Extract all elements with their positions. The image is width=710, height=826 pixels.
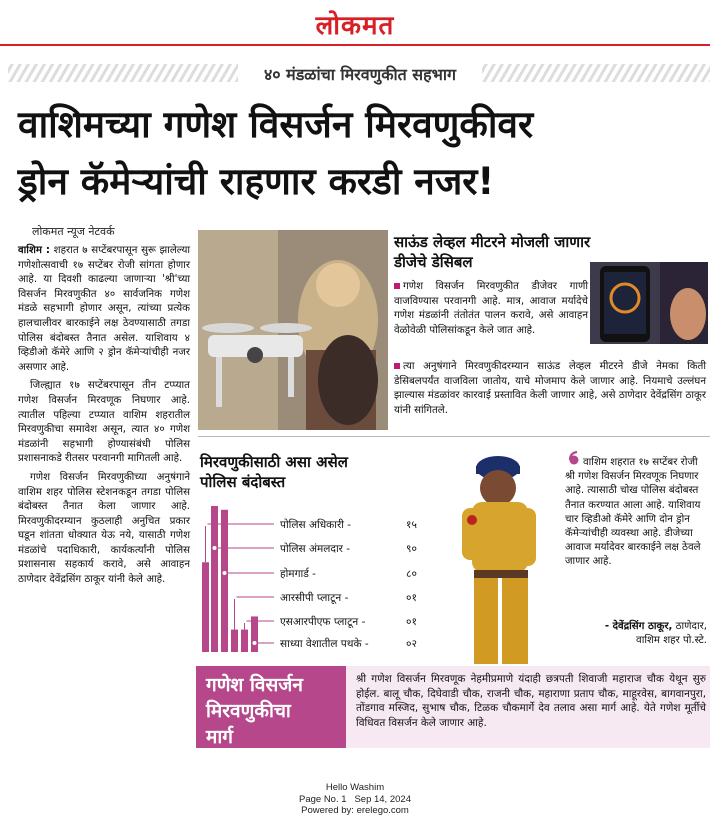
chart-value-label: ८० bbox=[406, 568, 417, 580]
route-title-line-2: मिरवणुकीचा bbox=[206, 700, 291, 722]
article-body bbox=[18, 244, 190, 592]
drone-ganesh-illustration bbox=[198, 230, 388, 430]
bullet-square-icon bbox=[394, 363, 400, 369]
route-title-line-3: मार्ग bbox=[206, 726, 233, 748]
kicker-text: ४० मंडळांचा मिरवणुकीत सहभाग bbox=[263, 65, 457, 84]
footer-page-date: Page No. 1 Sep 14, 2024 bbox=[299, 793, 411, 805]
police-deployment-chart bbox=[196, 500, 452, 660]
route-text: श्री गणेश विसर्जन मिरवणूक नेहमीप्रमाणे यंदाही छत्रपती शिवाजी महाराज चौक येथून सुरु होईल. बालू चौक, दिघेवाडी चौक, राजनी चौक, महाराणा प्रताप चौक, माहूरवेस, बागवानपुरा, तोंडगाव मस्जिद, सुभाष चौक, टिळक चौकमार्गे देव तलाव असा मार्ग आहे. येते गणेश मूर्तीचे विधिवत विसर्जन केले जाणार आहे. bbox=[356, 673, 706, 729]
chart-category-label: पोलिस अधिकारी - bbox=[280, 519, 352, 531]
route-title-line-1: गणेश विसर्जन bbox=[206, 674, 303, 696]
quote-designation: ठाणेदार, bbox=[675, 621, 707, 632]
article-paragraph-2: जिल्ह्यात १७ सप्टेंबरपासून तीन टप्प्यात गणेश विसर्जन मिरवणूक निघणार आहे. त्यातील पहिल्या टप्प्यात वाशिम शहरातील मिरवणुकीचा समावेश असून, त्यात ४० गणेश मंडळांनी सहभागी होण्यासंबंधी पोलिस प्रशासनाकडे रीतसर परवानगी मागितली आहे. bbox=[18, 380, 190, 465]
headline-line-2: ड्रोन कॅमेऱ्यांची राहणार करडी नजर! bbox=[18, 160, 495, 203]
chart-value-label: ०२ bbox=[406, 638, 417, 650]
sound-meter-phone-photo bbox=[590, 262, 708, 344]
chart-bar bbox=[211, 506, 218, 652]
sound-meter-bullet-2 bbox=[394, 360, 706, 418]
chart-bar bbox=[231, 630, 238, 652]
kicker-stripes-left bbox=[8, 64, 238, 82]
chart-category-label: पोलिस अंमलदार - bbox=[280, 543, 351, 555]
chart-bar bbox=[221, 510, 228, 652]
chart-bar bbox=[241, 630, 248, 652]
sound-meter-bullet-1 bbox=[394, 280, 588, 338]
kicker-bar bbox=[0, 58, 710, 88]
headline-line-1: वाशिमच्या गणेश विसर्जन मिरवणुकीवर bbox=[18, 103, 534, 146]
chart-category-label: होमगार्ड - bbox=[280, 568, 316, 580]
article-paragraph-1 bbox=[18, 244, 190, 375]
headline bbox=[18, 96, 698, 210]
footer-powered-by: Powered by: erelego.com bbox=[301, 805, 409, 816]
chart-connector-dot bbox=[243, 619, 247, 623]
chart-value-label: ९० bbox=[406, 543, 417, 555]
quote-signature bbox=[565, 620, 707, 648]
bullet-2-text: त्या अनुषंगाने मिरवणुकीदरम्यान साऊंड लेव्हल मीटरने डीजे नेमका किती डेसिबलपर्यंत वाजविला जातोय, याचे मोजमाप केले जाणार आहे. नियमाचे उल्लंघन झाल्यास मंडळांवर कारवाई प्रस्तावित केली जाणार आहे, असे ठाणेदार देवेंद्रसिंग ठाकूर यांनी सांगितले. bbox=[394, 361, 706, 416]
section-divider bbox=[198, 436, 710, 437]
police-officer-illustration bbox=[450, 444, 560, 668]
chart-connector-dot bbox=[233, 595, 237, 599]
chart-connector-dot bbox=[223, 571, 227, 575]
quote-station: वाशिम शहर पो.स्टे. bbox=[636, 635, 707, 646]
police-officer-photo bbox=[450, 444, 560, 668]
footer-edition: Hello Washim bbox=[325, 782, 385, 793]
officer-quote: वाशिम शहरात १७ सप्टेंबर रोजी श्री गणेश विसर्जन मिरवणूक निघणार आहे. त्यासाठी चोख पोलिस बंदोबस्त तैनात करण्यात आला आहे. याशिवाय चार व्हिडीओ कॅमेरे आणि दोन ड्रोन कॅमेऱ्यांचीही व्यवस्था आहे. डीजेच्या आवाज मर्यादेवर बारकाईने लक्ष ठेवले जाणार आहे. bbox=[565, 457, 701, 568]
chart-category-label: एसआरपीएफ प्लाटून - bbox=[280, 616, 366, 628]
chart-connector-dot bbox=[213, 546, 217, 550]
dateline: वाशिम : bbox=[18, 245, 51, 256]
chart-bar bbox=[202, 562, 209, 652]
chart-connector-dot bbox=[253, 641, 257, 645]
chart-title: मिरवणुकीसाठी असा असेल पोलिस बंदोबस्त bbox=[200, 453, 348, 491]
bullet-1-text: गणेश विसर्जन मिरवणुकीत डीजेवर गाणी वाजविण्यास परवानगी आहे. मात्र, आवाज मर्यादेचे गणेश मंडळांनी तंतोतंत पालन करावे, असे आवाहन वेळोवेळी पोलिसांकडून केले जात आहे. bbox=[394, 281, 588, 336]
newspaper-logo: लोकमत bbox=[315, 11, 395, 41]
page-footer bbox=[0, 782, 710, 817]
bullet-square-icon bbox=[394, 283, 400, 289]
sound-meter-title: साऊंड लेव्हल मीटरने मोजली जाणार डीजेचे डेसिबल bbox=[394, 233, 591, 271]
chart-category-label: साध्या वेशातील पथके - bbox=[280, 638, 369, 650]
chart-value-label: ०१ bbox=[406, 592, 417, 604]
phone-illustration bbox=[590, 262, 708, 344]
byline: लोकमत न्यूज नेटवर्क bbox=[32, 225, 115, 238]
route-title-block bbox=[196, 666, 346, 748]
kicker-stripes-right bbox=[482, 64, 710, 82]
chart-connector bbox=[245, 621, 275, 630]
paragraph-1-text: शहरात ७ सप्टेंबरपासून सुरू झालेल्या गणेशोत्सवाची १७ सप्टेंबर रोजी सांगता होणार आहे. या दिवशी काढल्या जाणाऱ्या 'श्री'च्या विसर्जन मिरवणुकीत ४० सार्वजनिक गणेश मंडळे सहभागी होणार असून, त्यांच्या प्रत्येक हालचालीवर बारकाईने लक्ष ठेवण्यासाठी तगडा पोलिस बंदोबस्त तैनात असेल. याशिवाय ४ व्हिडीओ कॅमेरे आणि २ ड्रोन कॅमेऱ्यांचीही नजर असणार आहे. bbox=[18, 245, 190, 373]
route-banner bbox=[196, 666, 710, 748]
quote-author: - देवेंद्रसिंग ठाकूर, bbox=[604, 621, 673, 632]
quote-author-line bbox=[565, 620, 707, 634]
drone-ganesh-photo bbox=[198, 230, 388, 430]
article-paragraph-3: गणेश विसर्जन मिरवणुकीच्या अनुषंगाने वाशिम शहर पोलिस स्टेशनकडून तगडा पोलिस बंदोबस्त तैनात केला जाणार आहे. मिरवणुकीदरम्यान कुठलाही अनुचित प्रकार घडून शांतता धोक्यात येऊ नये, यासाठी गणेश मंडळांचे पदाधिकारी, कार्यकर्त्यांनी पोलिस प्रशासनास सहकार्य करावे, असे आवाहन ठाणेदार देवेंद्रसिंग ठाकूर यांनी केले आहे. bbox=[18, 471, 190, 586]
chart-value-label: १५ bbox=[406, 519, 417, 531]
masthead bbox=[0, 0, 710, 46]
chart-value-label: ०१ bbox=[406, 616, 417, 628]
chart-category-label: आरसीपी प्लाटून - bbox=[280, 592, 349, 604]
chart-connector-dot bbox=[204, 522, 208, 526]
chart-bar bbox=[251, 616, 258, 652]
